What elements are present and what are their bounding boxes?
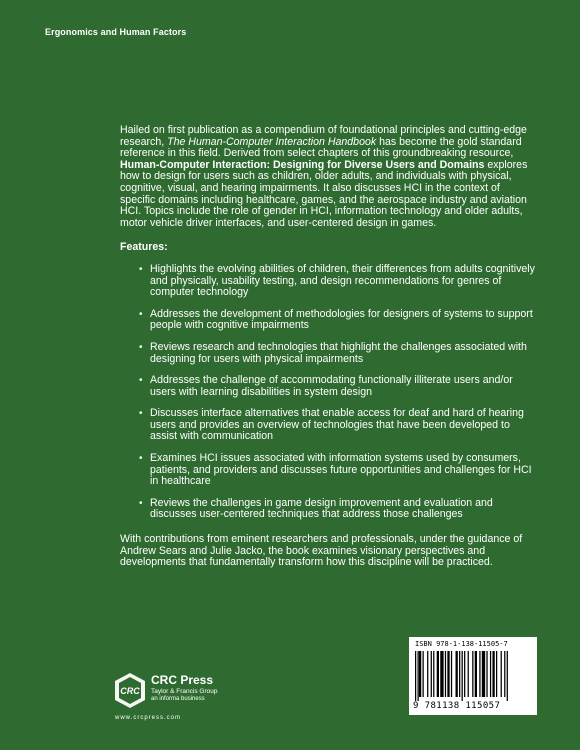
feature-text: Reviews research and technologies that highlight the challenges associated with designing for users with physical impairments [150, 340, 527, 365]
barcode-bar [431, 651, 432, 697]
barcode-bar [447, 651, 449, 697]
feature-item [139, 498, 538, 521]
publisher-logo [113, 670, 263, 725]
feature-text: Addresses the development of methodologies for designers of systems to support people with cognitive impairments [150, 307, 533, 332]
barcode-bar [504, 651, 505, 697]
publisher-group: Taylor & Francis Group [151, 688, 218, 695]
feature-item [139, 309, 538, 332]
publisher-url: www.crcpress.com [115, 715, 182, 721]
book-title: Human-Computer Interaction: Designing for Diverse Users and Domains [120, 158, 485, 171]
isbn-number: ISBN 978-1-138-11505-7 [415, 640, 508, 648]
barcode-bar [490, 651, 491, 697]
barcode-bar [456, 651, 458, 697]
barcode-bar [482, 651, 485, 697]
barcode-bar [423, 651, 424, 697]
bullet-icon: • [139, 375, 143, 387]
barcode-bar [468, 651, 469, 697]
isbn-barcode [409, 637, 537, 715]
barcode-bar [445, 651, 446, 697]
feature-text: Highlights the evolving abilities of children, their differences from adults cognitively and physically, usability testing, and design recommendations for genres of computer technology [150, 262, 535, 299]
barcode-bar [415, 651, 416, 701]
intro-text-2: has become the gold standard reference in this field. Derived from select chapters of this groundbreaking resource, [120, 135, 522, 160]
crc-logo-icon [113, 672, 147, 710]
closing-paragraph: With contributions from eminent researchers and professionals, under the guidance of Andrew Sears and Julie Jacko, the book examines visionary perspectives and developments that fundamentally transform how this discipline will be practiced. [120, 533, 523, 569]
barcode-bar [451, 651, 452, 697]
publisher-name: CRC Press [151, 673, 214, 687]
barcode-bar [496, 651, 497, 697]
barcode-bar [419, 651, 421, 697]
bullet-icon: • [139, 308, 143, 320]
feature-text: Examines HCI issues associated with information systems used by consumers, patients, and providers and discusses future opportunities and challenges for HCI in healthcare [150, 452, 532, 488]
barcode-bar [472, 651, 473, 697]
feature-item [139, 264, 538, 299]
bullet-icon: • [139, 341, 143, 353]
feature-item [139, 342, 538, 365]
bullet-icon: • [139, 263, 143, 275]
barcode-bar [486, 651, 487, 697]
barcode-bar [475, 651, 477, 697]
handbook-title: The Human-Computer Interaction Handbook [167, 135, 377, 148]
feature-text: Addresses the challenge of accommodating functionally illiterate users and/or users with learning disabilities in system design [150, 374, 513, 398]
barcode-bar [459, 651, 460, 697]
bullet-icon: • [139, 497, 143, 509]
bullet-icon: • [139, 453, 143, 465]
barcode-bar [501, 651, 502, 697]
barcode-bar [479, 651, 480, 697]
intro-paragraph [120, 125, 538, 229]
feature-text: Discusses interface alternatives that enable access for deaf and hard of hearing users and provides an overview of technologies that have been developed to assist with communication [150, 407, 524, 443]
back-cover-text [120, 125, 538, 569]
feature-item [139, 453, 538, 488]
barcode-bars [415, 651, 531, 701]
barcode-bar [427, 651, 428, 697]
barcode-bar [418, 651, 419, 701]
barcode-bar [440, 651, 443, 697]
barcode-bar [507, 651, 508, 701]
feature-item [139, 408, 538, 443]
intro-text-1: Hailed on first publication as a compendium of foundational principles and cutting-edge research, [120, 124, 527, 148]
series-title: Ergonomics and Human Factors [45, 27, 187, 37]
barcode-bar [464, 651, 465, 697]
barcode-bar [492, 651, 494, 697]
barcode-bar [433, 651, 434, 697]
logo-monogram: CRC [120, 686, 140, 696]
feature-item [139, 375, 538, 398]
publisher-parent: an informa business [151, 696, 205, 702]
feature-text: Reviews the challenges in game design improvement and evaluation and discusses user-centered techniques that address those challenges [150, 496, 493, 521]
barcode-bar [462, 651, 463, 701]
barcode-bar [437, 651, 439, 697]
features-heading: Features: [120, 241, 168, 254]
intro-text-3: explores how to design for users such as children, older adults, and individuals with physical, cognitive, visual, and hearing impairments. It also discusses HCI in the context of specific domains including healthcare, games, and the aerospace industry and aviation HCI. Topics include the role of gender in HCI, information technology and older adults, motor vehicle driver interfaces, and user-centered design in games. [120, 158, 528, 229]
features-list [120, 264, 538, 521]
barcode-digits: 9 781138 115057 [413, 701, 501, 711]
bullet-icon: • [139, 408, 143, 420]
